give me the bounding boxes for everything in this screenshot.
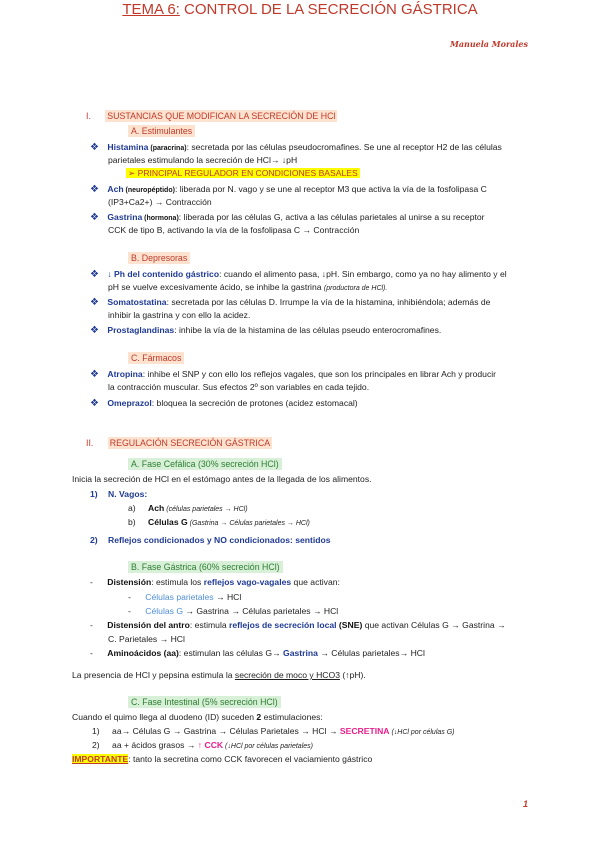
tag: (neuropéptido) xyxy=(123,187,175,194)
term: N. Vagos: xyxy=(108,489,148,499)
note: (productora de HCl). xyxy=(323,285,388,292)
term: Ach xyxy=(148,503,165,513)
text: : tanto la secretina como CCK favorecen el vaciamiento gástrico xyxy=(128,754,373,764)
subsection-label: B. Depresoras xyxy=(128,252,190,264)
item-atropina-line2: la contracción muscular. Sus efectos 2º son variables en cada tejido. xyxy=(108,382,370,392)
subsection-label: B. Fase Gástrica (60% secreción HCl) xyxy=(128,561,283,573)
page-title xyxy=(0,0,600,20)
term-lightblue: Células G xyxy=(145,606,183,616)
item-prostaglandinas xyxy=(90,324,441,338)
term-magenta: SECRETINA xyxy=(339,726,390,736)
item-histamina-line2: parietales estimulando la secreción de HCl→ ↓pH xyxy=(108,155,298,165)
section-2-heading xyxy=(86,438,272,450)
bullet-icon: ❖ xyxy=(90,325,99,336)
note: (células parietales → HCl) xyxy=(164,506,248,513)
text: : liberada por N. vago y se une al receptor M3 que activa la vía de la fosfolipasa C xyxy=(174,184,487,194)
term: Prostaglandinas xyxy=(107,325,175,335)
subsection-farmacos xyxy=(128,353,184,365)
author-name: Manuela Morales xyxy=(450,39,528,49)
item-somatostatina xyxy=(90,296,490,310)
item-distension-antro-line2: C. Parietales → HCl xyxy=(108,634,185,644)
tag: (paracrina) xyxy=(148,145,187,152)
dash: - xyxy=(128,592,131,602)
item-atropina xyxy=(90,368,496,382)
item-ph xyxy=(90,268,507,282)
intestinal-item-2 xyxy=(92,740,313,752)
bullet-icon: ❖ xyxy=(90,369,99,380)
dash: - xyxy=(90,648,93,658)
subsection-label: C. Fase Intestinal (5% secreción HCl) xyxy=(128,696,281,708)
text: → Células parietales→ HCl xyxy=(317,648,425,658)
item-vagos xyxy=(90,489,147,501)
principal-regulador xyxy=(126,168,360,180)
term: ↓ Ph del contenido gástrico xyxy=(107,269,220,279)
term: Distensión del antro xyxy=(107,620,190,630)
text: La presencia de HCl y pepsina estimula la xyxy=(72,670,235,680)
text: aa→ Células G → Gastrina → Células Parietales → HCl → xyxy=(112,726,340,736)
subsection-label: A. Fase Cefálica (30% secreción HCl) xyxy=(128,458,282,470)
cuando-line xyxy=(72,712,323,724)
list-letter: b) xyxy=(128,517,136,527)
term-blue: Gastrina xyxy=(283,648,318,658)
item-ph-line2 xyxy=(108,282,387,294)
section-1-title: SUSTANCIAS QUE MODIFICAN LA SECRECIÓN DE HCl xyxy=(107,111,336,121)
item-distension-a xyxy=(128,592,241,604)
dash: - xyxy=(90,620,93,630)
text: Cuando el quimo llega al duodeno (ID) suceden xyxy=(72,712,257,722)
bullet-icon: ❖ xyxy=(90,398,99,409)
subsection-estimulantes xyxy=(128,126,195,138)
text: estimulaciones: xyxy=(261,712,323,722)
subsection-depresoras xyxy=(128,253,190,265)
item-distension-b xyxy=(128,606,338,618)
bold: 2 xyxy=(256,712,262,722)
text: : secretada por las células D. Irrumpe la vía de la histamina, inhibiéndola; además de xyxy=(166,297,491,307)
term: Reflejos condicionados y NO condicionados: sentidos xyxy=(108,535,331,545)
text: : liberada por las células G, activa a las células parietales al unirse a su receptor xyxy=(178,212,485,222)
list-number: 1) xyxy=(92,726,100,736)
term: Atropina xyxy=(107,369,143,379)
term-blue: reflejos de secreción local xyxy=(229,620,337,630)
term: (SNE) xyxy=(336,620,363,630)
bullet-icon: ❖ xyxy=(90,142,99,153)
section-2-title: REGULACIÓN SECRECIÓN GÁSTRICA xyxy=(109,438,271,448)
underlined: secreción de moco y HCO3 xyxy=(234,670,340,680)
text: → HCl xyxy=(213,592,242,602)
tag: (hormona) xyxy=(142,215,179,222)
bullet-icon: ❖ xyxy=(90,269,99,280)
term: Gastrina xyxy=(107,212,143,222)
text: → Gastrina → Células parietales → HCl xyxy=(183,606,339,616)
list-number: 2) xyxy=(90,535,98,545)
note: (Gastrina → Células parietales → HCl) xyxy=(187,520,310,527)
important-label: IMPORTANTE xyxy=(72,754,129,764)
section-1-heading xyxy=(86,111,337,123)
term: Células G xyxy=(148,517,188,527)
text: aa + ácidos grasos → xyxy=(112,740,198,750)
term: Ach xyxy=(107,184,124,194)
dash: - xyxy=(128,606,131,616)
item-somatostatina-line2: inhibir la gastrina y con ello la acidez. xyxy=(108,310,251,320)
term: Histamina xyxy=(107,142,149,152)
term-magenta: ↑ CCK xyxy=(197,740,224,750)
item-ach-line2: (IP3+Ca2+) → Contracción xyxy=(108,197,212,207)
subsection-label: C. Fármacos xyxy=(128,352,184,364)
term: Distensión xyxy=(107,577,152,587)
text: : inhibe el SNP y con ello los reflejos vagales, que son los principales en librar Ach y producir xyxy=(142,369,497,379)
text: (↑pH). xyxy=(339,670,366,680)
subsection-fase-gastrica xyxy=(128,562,283,574)
text: : inhibe la vía de la histamina de las células pseudo enterocromafines. xyxy=(174,325,442,335)
text: pH se vuelve excesivamente ácido, se inhibe la gastrina xyxy=(108,282,324,292)
title-number: TEMA 6: xyxy=(122,1,180,18)
text: : estimula xyxy=(189,620,230,630)
text: : estimula los xyxy=(151,577,204,587)
item-histamina xyxy=(90,141,502,155)
item-vagos-a xyxy=(128,503,248,515)
item-gastrina xyxy=(90,211,485,225)
item-distension xyxy=(90,577,340,589)
note: (↓HCl por células G) xyxy=(389,729,455,736)
term-lightblue: Células parietales xyxy=(145,592,214,602)
importante-line xyxy=(72,754,372,766)
item-vagos-b xyxy=(128,517,310,529)
dash: - xyxy=(90,577,93,587)
text: que activan Células G → Gastrina → xyxy=(362,620,506,630)
text: : secretada por las células pseudocromafines. Se une al receptor H2 de las células xyxy=(186,142,502,152)
presencia-line xyxy=(72,670,366,682)
bullet-icon: ❖ xyxy=(90,184,99,195)
subsection-fase-cefalica xyxy=(128,459,282,471)
subsection-fase-intestinal xyxy=(128,697,281,709)
term: Aminoácidos (aa) xyxy=(107,648,179,658)
text: : bloquea la secreción de protones (acidez estomacal) xyxy=(151,398,358,408)
item-omeprazol xyxy=(90,397,358,411)
list-number: 1) xyxy=(90,489,98,499)
intestinal-item-1 xyxy=(92,726,455,738)
term-blue: reflejos vago-vagales xyxy=(203,577,292,587)
item-reflejos xyxy=(90,535,331,547)
item-distension-antro xyxy=(90,620,506,632)
cefalica-intro: Inicia la secreción de HCl en el estómago antes de la llegada de los alimentos. xyxy=(72,474,372,484)
text: que activan: xyxy=(291,577,340,587)
text: : estimulan las células G→ xyxy=(178,648,284,658)
list-number: 2) xyxy=(92,740,100,750)
title-text: CONTROL DE LA SECRECIÓN GÁSTRICA xyxy=(179,1,478,18)
subsection-label: A. Estimulantes xyxy=(128,125,195,137)
section-2-number: II. xyxy=(86,438,94,448)
list-letter: a) xyxy=(128,503,136,513)
text: : cuando el alimento pasa, ↓pH. Sin embargo, como ya no hay alimento y el xyxy=(219,269,507,279)
bullet-icon: ❖ xyxy=(90,212,99,223)
item-gastrina-line2: CCK de tipo B, activando la vía de la fosfolipasa C → Contracción xyxy=(108,225,360,235)
note: (↓HCl por células parietales) xyxy=(223,743,313,750)
section-1-number: I. xyxy=(86,111,91,121)
item-ach xyxy=(90,183,487,197)
bullet-icon: ❖ xyxy=(90,297,99,308)
highlight: ➢ PRINCIPAL REGULADOR EN CONDICIONES BASALES xyxy=(128,168,358,178)
item-aminoacidos xyxy=(90,648,425,660)
page-number: 1 xyxy=(522,799,528,809)
term: Somatostatina xyxy=(107,297,167,307)
term: Omeprazol xyxy=(107,398,152,408)
